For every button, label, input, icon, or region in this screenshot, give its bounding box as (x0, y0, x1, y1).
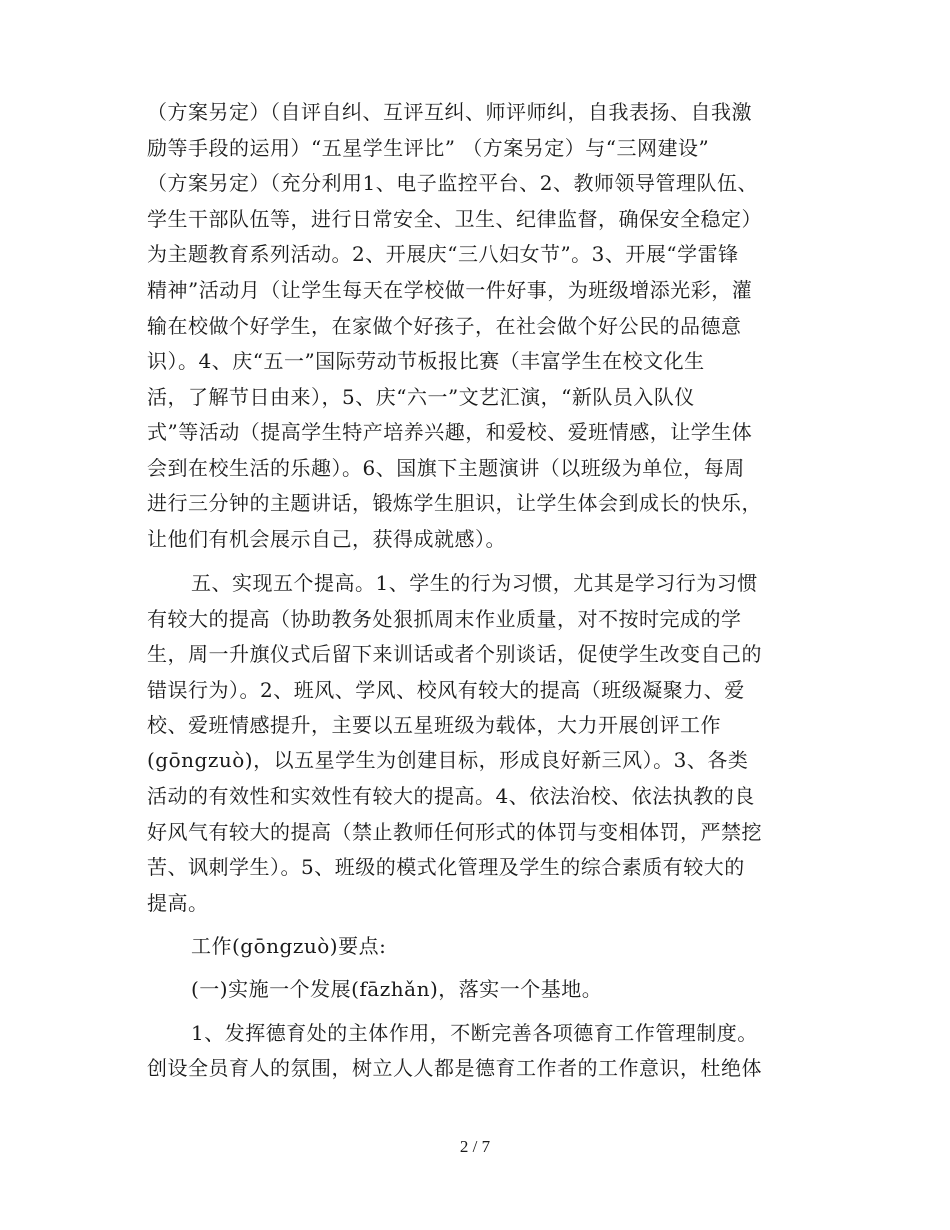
body-line: 错误行为）。2、班风、学风、校风有较大的提高（班级凝聚力、爱 (147, 678, 745, 702)
body-line: 校、爱班情感提升，主要以五星班级为载体，大力开展创评工作 (147, 713, 721, 737)
subsection-heading: (一)实施一个发展(fāzhǎn)，落实一个基地。 (191, 977, 603, 1001)
body-line: 创设全员育人的氛围，树立人人都是德育工作者的工作意识，杜绝体 (147, 1056, 762, 1080)
body-line: 苦、讽刺学生）。5、班级的模式化管理及学生的综合素质有较大的 (147, 855, 745, 879)
body-line: 励等手段的运用）“五星学生评比” （方案另定）与“三网建设” (147, 136, 710, 160)
body-line: 让他们有机会展示自己，获得成就感）。 (147, 527, 506, 551)
body-line: 输在校做个好学生，在家做个好孩子，在社会做个好公民的品德意 (147, 314, 742, 338)
paragraph-first-line: 1、发挥德育处的主体作用，不断完善各项德育工作管理制度。 (191, 1021, 758, 1045)
page-number: 2 / 7 (459, 1137, 491, 1156)
body-line: 活动的有效性和实效性有较大的提高。4、依法治校、依法执教的良 (147, 784, 755, 808)
body-line: 为主题教育系列活动。2、开展庆“三八妇女节”。3、开展“学雷锋 (147, 242, 739, 266)
body-line: 学生干部队伍等，进行日常安全、卫生、纪律监督，确保安全稳定） (147, 207, 762, 231)
paragraph-first-line: 五、实现五个提高。1、学生的行为习惯，尤其是学习行为习惯 (191, 571, 758, 595)
section-heading: 工作(gōngzuò)要点: (191, 934, 387, 958)
body-line: 好风气有较大的提高（禁止教师任何形式的体罚与变相体罚，严禁挖 (147, 820, 762, 844)
body-line: 提高。 (147, 891, 209, 915)
body-line: 有较大的提高（协助教务处狠抓周末作业质量，对不按时完成的学 (147, 607, 742, 631)
body-line: 识）。4、庆“五一”国际劳动节板报比赛（丰富学生在校文化生 (147, 349, 705, 373)
body-line: 会到在校生活的乐趣）。6、国旗下主题演讲（以班级为单位，每周 (147, 456, 745, 480)
body-line: （方案另定）（充分利用1、电子监控平台、2、教师领导管理队伍、 (147, 171, 758, 195)
body-line: 活，了解节日由来），5、庆“六一”文艺汇演，“新队员入队仪 (147, 385, 695, 409)
body-line: (gōngzuò)，以五星学生为创建目标，形成良好新三风）。3、各类 (147, 748, 749, 772)
body-line: 进行三分钟的主题讲话，锻炼学生胆识，让学生体会到成长的快乐， (147, 491, 762, 515)
body-line: 精神”活动月（让学生每天在学校做一件好事，为班级增添光彩，灌 (147, 278, 753, 302)
body-line: 生，周一升旗仪式后留下来训话或者个别谈话，促使学生改变自己的 (147, 642, 762, 666)
body-line: 式”等活动（提高学生特产培养兴趣，和爱校、爱班情感，让学生体 (147, 420, 753, 444)
body-line: （方案另定）（自评自纠、互评互纠、师评师纠，自我表扬、自我激 (147, 100, 752, 124)
